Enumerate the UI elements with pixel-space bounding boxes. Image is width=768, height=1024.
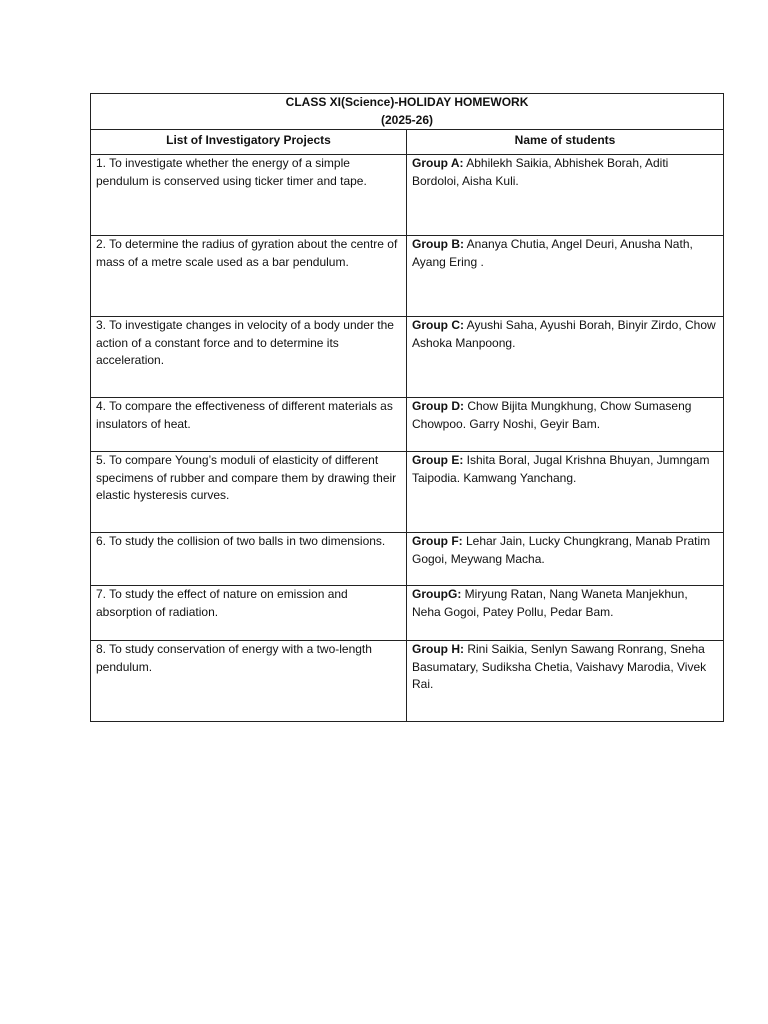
group-members: Rini Saikia, Senlyn Sawang Ronrang, Sneha Basumatary, Sudiksha Chetia, Vaishavy Marodia, Vivek Rai. xyxy=(412,642,707,691)
group-members: Ananya Chutia, Angel Deuri, Anusha Nath, Ayang Ering . xyxy=(412,237,693,269)
header-row xyxy=(91,130,724,155)
header-projects: List of Investigatory Projects xyxy=(91,130,407,155)
table-title xyxy=(91,94,724,130)
project-cell: 6. To study the collision of two balls in two dimensions. xyxy=(91,533,407,586)
group-label: Group H: xyxy=(412,642,464,656)
group-label: Group C: xyxy=(412,318,464,332)
students-cell xyxy=(407,452,724,533)
group-label: Group E: xyxy=(412,453,464,467)
project-cell: 1. To investigate whether the energy of a simple pendulum is conserved using ticker timer and tape. xyxy=(91,155,407,236)
project-cell: 4. To compare the effectiveness of different materials as insulators of heat. xyxy=(91,398,407,452)
students-cell xyxy=(407,398,724,452)
project-cell: 7. To study the effect of nature on emission and absorption of radiation. xyxy=(91,586,407,641)
table-row xyxy=(91,452,724,533)
students-cell xyxy=(407,317,724,398)
table-row xyxy=(91,398,724,452)
students-cell xyxy=(407,641,724,722)
table-row xyxy=(91,641,724,722)
group-members: Lehar Jain, Lucky Chungkrang, Manab Pratim Gogoi, Meywang Macha. xyxy=(412,534,711,566)
project-cell: 8. To study conservation of energy with a two-length pendulum. xyxy=(91,641,407,722)
project-cell: 2. To determine the radius of gyration about the centre of mass of a metre scale used as a bar pendulum. xyxy=(91,236,407,317)
table-row xyxy=(91,586,724,641)
title-line-year: (2025-26) xyxy=(380,112,434,127)
group-members: Chow Bijita Mungkhung, Chow Sumaseng Chowpoo. Garry Noshi, Geyir Bam. xyxy=(412,399,692,431)
table-row xyxy=(91,317,724,398)
title-line-class: CLASS XI(Science)-HOLIDAY HOMEWORK xyxy=(285,95,529,109)
group-members: Miryung Ratan, Nang Waneta Manjekhun, Neha Gogoi, Patey Pollu, Pedar Bam. xyxy=(412,587,688,619)
group-members: Ayushi Saha, Ayushi Borah, Binyir Zirdo, Chow Ashoka Manpoong. xyxy=(412,318,716,350)
table-row xyxy=(91,155,724,236)
group-label: Group D: xyxy=(412,399,464,413)
project-cell: 5. To compare Young’s moduli of elasticity of different specimens of rubber and compare them by drawing their elastic hysteresis curves. xyxy=(91,452,407,533)
group-label: Group B: xyxy=(412,237,464,251)
students-cell xyxy=(407,236,724,317)
students-cell xyxy=(407,533,724,586)
table-row xyxy=(91,533,724,586)
students-cell xyxy=(407,155,724,236)
group-members: Ishita Boral, Jugal Krishna Bhuyan, Jumngam Taipodia. Kamwang Yanchang. xyxy=(412,453,710,485)
table-row xyxy=(91,236,724,317)
group-members: Abhilekh Saikia, Abhishek Borah, Aditi Bordoloi, Aisha Kuli. xyxy=(412,156,669,188)
header-students: Name of students xyxy=(407,130,724,155)
students-cell xyxy=(407,586,724,641)
group-label: Group F: xyxy=(412,534,463,548)
title-row xyxy=(91,94,724,130)
group-label: GroupG: xyxy=(412,587,462,601)
project-cell: 3. To investigate changes in velocity of a body under the action of a constant force and to determine its acceleration. xyxy=(91,317,407,398)
homework-table xyxy=(90,93,724,722)
group-label: Group A: xyxy=(412,156,464,170)
